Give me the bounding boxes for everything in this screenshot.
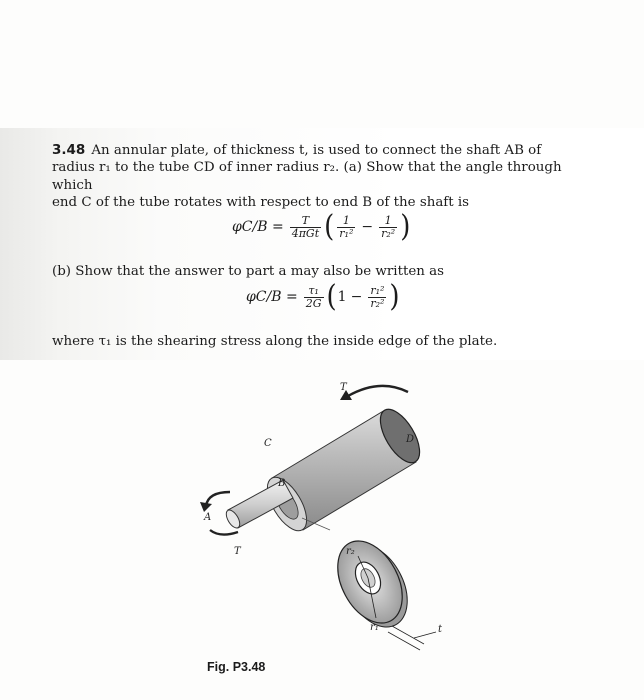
statement-line-3: end C of the tube rotates with respect to end B of the shaft is <box>52 195 470 211</box>
thickness-dimension <box>388 626 436 650</box>
equation-2 <box>246 279 401 315</box>
problem-statement <box>52 142 592 212</box>
eq1-lhs: φC/B = <box>232 219 284 235</box>
label-b: B <box>278 478 286 489</box>
label-d: D <box>406 434 415 445</box>
eq1-paren-close: ) <box>400 209 411 245</box>
statement-line-1: 3.48 An annular plate, of thickness t, is used to connect the shaft AB of <box>52 142 542 158</box>
eq1-term-2: $\frac{1}{\text{r₂²}}$ <box>381 213 396 240</box>
label-a: A <box>204 512 212 523</box>
label-t: t <box>438 624 443 635</box>
equation-1 <box>232 209 411 245</box>
label-torque-bottom: T <box>234 546 241 557</box>
label-r1: r₁ <box>370 622 379 633</box>
eq2-minus: − <box>350 289 363 305</box>
eq2-paren-close: ) <box>389 279 400 315</box>
eq2-term: $\frac{\text{r₁²}}{\text{r₂²}}$ <box>370 283 385 310</box>
eq1-minus: − <box>361 219 374 235</box>
label-c: C <box>264 438 272 449</box>
eq2-one: 1 <box>337 289 347 305</box>
eq1-paren-open: ( <box>324 209 335 245</box>
eq2-paren-open: ( <box>326 279 337 315</box>
eq1-coefficient: $\frac{T}{\text{4πGt}}$ <box>291 213 320 240</box>
figure-caption: Fig. P3.48 <box>207 660 266 674</box>
label-torque-top: T <box>340 382 347 393</box>
eq1-term-1: $\frac{1}{\text{r₁²}}$ <box>339 213 354 240</box>
part-b-text: (b) Show that the answer to part a may also be written as <box>52 264 445 279</box>
where-text: where τ₁ is the shearing stress along the inside edge of the plate. <box>52 334 498 349</box>
label-r2: r₂ <box>346 546 355 557</box>
eq2-lhs: φC/B = <box>246 289 298 305</box>
problem-number: 3.48 <box>52 142 86 158</box>
torque-arrow-top <box>340 386 408 400</box>
eq2-coefficient: $\frac{\text{τ₁}}{2G}$ <box>305 283 322 310</box>
tube-cd <box>260 403 428 537</box>
figure-p3-48 <box>180 370 480 660</box>
statement-line-2: radius r₁ to the tube CD of inner radius r₂. (a) Show that the angle through which <box>52 160 562 193</box>
